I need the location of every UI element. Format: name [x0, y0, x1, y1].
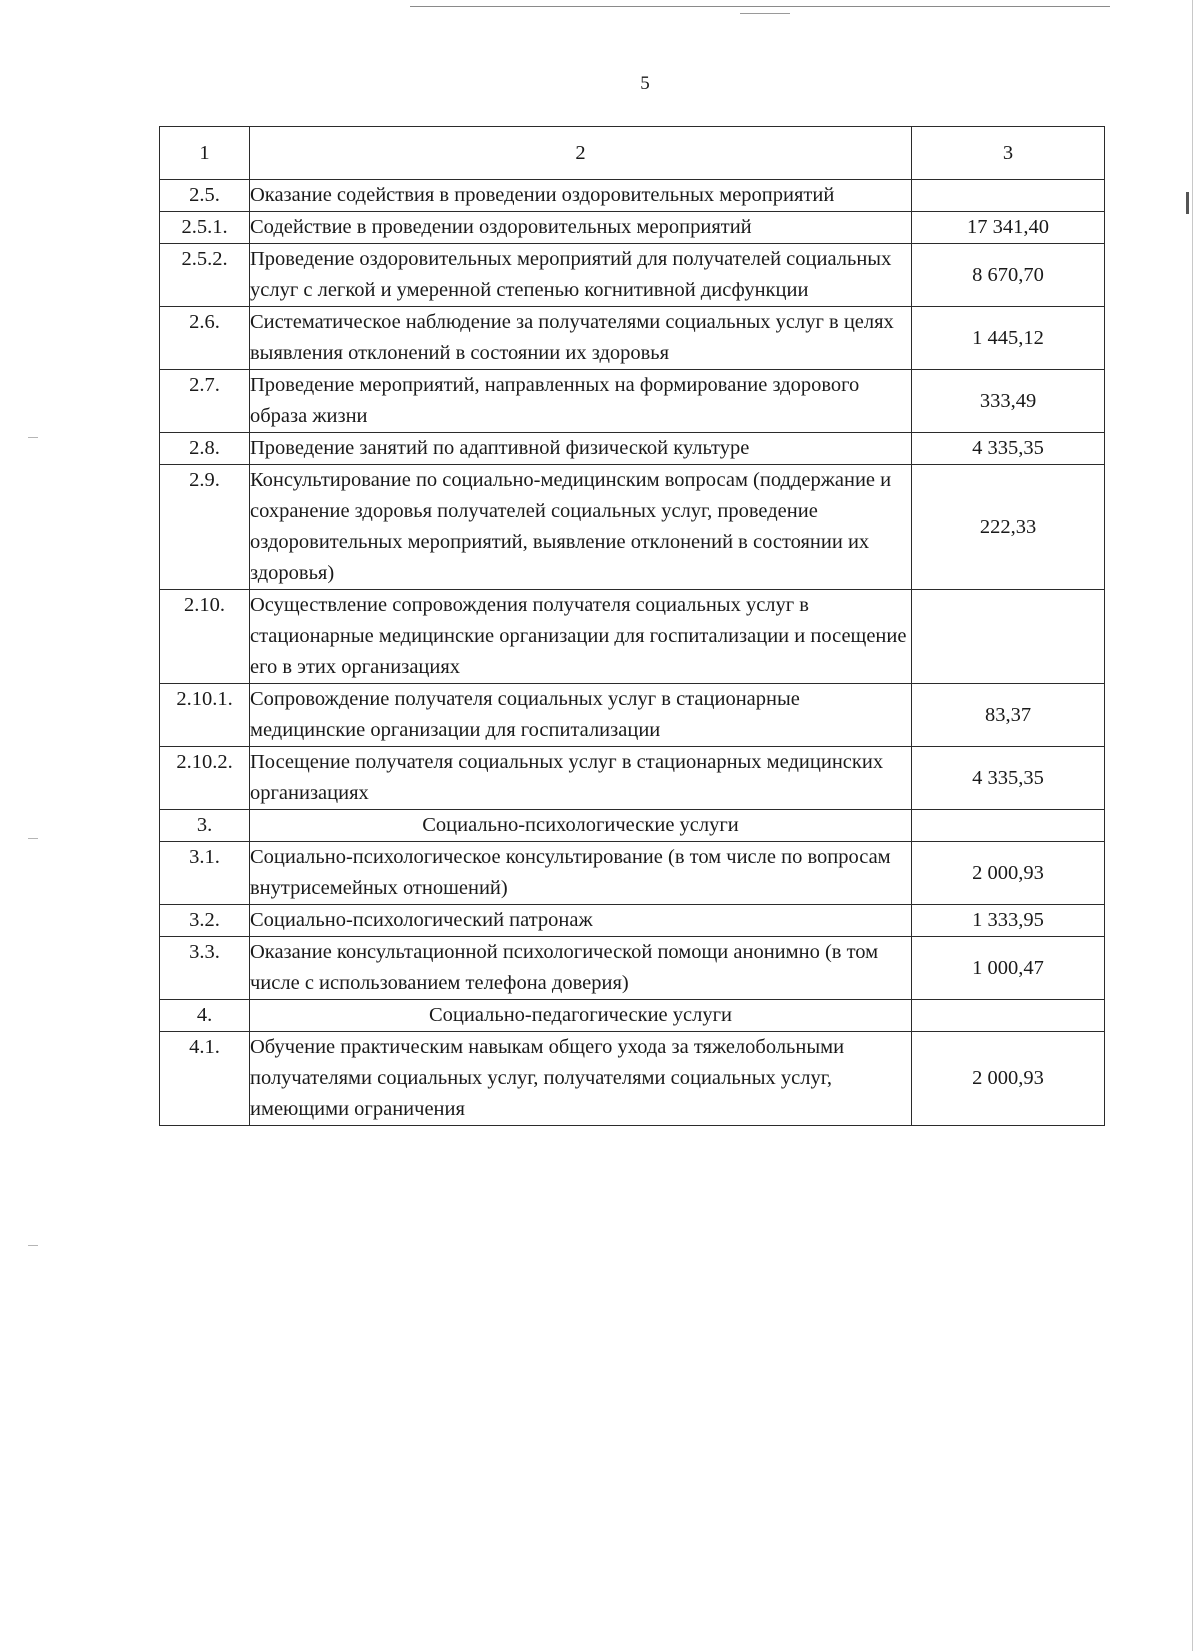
- item-number: 3.: [160, 810, 250, 842]
- service-amount: 2 000,93: [912, 1032, 1105, 1126]
- service-name: Оказание консультационной психологической помощи анонимно (в том числе с использованием телефона доверия): [250, 937, 912, 1000]
- service-name: Социально-психологический патронаж: [250, 905, 912, 937]
- service-amount: 1 445,12: [912, 307, 1105, 370]
- header-cell-service: 2: [250, 127, 912, 180]
- table-section-row: [160, 810, 1105, 842]
- top-edge-rule: [410, 6, 1110, 7]
- service-amount: 1 000,47: [912, 937, 1105, 1000]
- table-row: [160, 1032, 1105, 1126]
- service-name: Осуществление сопровождения получателя социальных услуг в стационарные медицинские организации для госпитализации и посещение его в этих организациях: [250, 590, 912, 684]
- item-number: 2.10.2.: [160, 747, 250, 810]
- header-cell-amount: 3: [912, 127, 1105, 180]
- table-row: [160, 244, 1105, 307]
- service-name: Социально-психологическое консультирование (в том числе по вопросам внутрисемейных отношений): [250, 842, 912, 905]
- table-row: [160, 465, 1105, 590]
- table-row: [160, 212, 1105, 244]
- service-name: Проведение мероприятий, направленных на формирование здорового образа жизни: [250, 370, 912, 433]
- margin-mark: [28, 437, 38, 438]
- table-row: [160, 842, 1105, 905]
- service-amount: 17 341,40: [912, 212, 1105, 244]
- table-header-row: [160, 127, 1105, 180]
- service-name: Обучение практическим навыкам общего ухода за тяжелобольными получателями социальных услуг, получателями социальных услуг, имеющими ограничения: [250, 1032, 912, 1126]
- services-price-table: [159, 126, 1105, 1126]
- service-amount: 83,37: [912, 684, 1105, 747]
- service-name: Оказание содействия в проведении оздоровительных мероприятий: [250, 180, 912, 212]
- binding-mark: [1186, 192, 1189, 214]
- table-row: [160, 307, 1105, 370]
- service-amount: 8 670,70: [912, 244, 1105, 307]
- service-amount: 4 335,35: [912, 747, 1105, 810]
- service-amount: [912, 810, 1105, 842]
- service-amount: [912, 1000, 1105, 1032]
- header-cell-number: 1: [160, 127, 250, 180]
- table-row: [160, 590, 1105, 684]
- item-number: 2.7.: [160, 370, 250, 433]
- top-edge-rule-short: [740, 13, 790, 14]
- item-number: 3.1.: [160, 842, 250, 905]
- service-amount: [912, 590, 1105, 684]
- service-name: Содействие в проведении оздоровительных мероприятий: [250, 212, 912, 244]
- margin-mark: [28, 1245, 38, 1246]
- service-amount: 4 335,35: [912, 433, 1105, 465]
- service-name: Проведение занятий по адаптивной физической культуре: [250, 433, 912, 465]
- item-number: 2.10.1.: [160, 684, 250, 747]
- item-number: 2.8.: [160, 433, 250, 465]
- item-number: 4.1.: [160, 1032, 250, 1126]
- item-number: 2.5.2.: [160, 244, 250, 307]
- item-number: 2.5.: [160, 180, 250, 212]
- service-amount: [912, 180, 1105, 212]
- service-amount: 222,33: [912, 465, 1105, 590]
- table-section-row: [160, 1000, 1105, 1032]
- item-number: 3.2.: [160, 905, 250, 937]
- page-right-edge: [1192, 0, 1193, 1651]
- service-amount: 333,49: [912, 370, 1105, 433]
- service-name: Систематическое наблюдение за получателями социальных услуг в целях выявления отклонений в состоянии их здоровья: [250, 307, 912, 370]
- service-name: Проведение оздоровительных мероприятий для получателей социальных услуг с легкой и умеренной степенью когнитивной дисфункции: [250, 244, 912, 307]
- section-title: Социально-педагогические услуги: [250, 1000, 912, 1032]
- table-row: [160, 433, 1105, 465]
- table-row: [160, 370, 1105, 433]
- item-number: 2.10.: [160, 590, 250, 684]
- item-number: 3.3.: [160, 937, 250, 1000]
- margin-mark: [28, 838, 38, 839]
- item-number: 2.5.1.: [160, 212, 250, 244]
- service-amount: 1 333,95: [912, 905, 1105, 937]
- table-row: [160, 747, 1105, 810]
- page-number: 5: [640, 73, 650, 94]
- table-row: [160, 905, 1105, 937]
- item-number: 4.: [160, 1000, 250, 1032]
- service-name: Сопровождение получателя социальных услуг в стационарные медицинские организации для госпитализации: [250, 684, 912, 747]
- service-amount: 2 000,93: [912, 842, 1105, 905]
- table-row: [160, 684, 1105, 747]
- item-number: 2.6.: [160, 307, 250, 370]
- service-name: Посещение получателя социальных услуг в стационарных медицинских организациях: [250, 747, 912, 810]
- section-title: Социально-психологические услуги: [250, 810, 912, 842]
- table-row: [160, 180, 1105, 212]
- service-name: Консультирование по социально-медицинским вопросам (поддержание и сохранение здоровья получателей социальных услуг, проведение оздоровительных мероприятий, выявление отклонений в состоянии их здоровья): [250, 465, 912, 590]
- table-row: [160, 937, 1105, 1000]
- item-number: 2.9.: [160, 465, 250, 590]
